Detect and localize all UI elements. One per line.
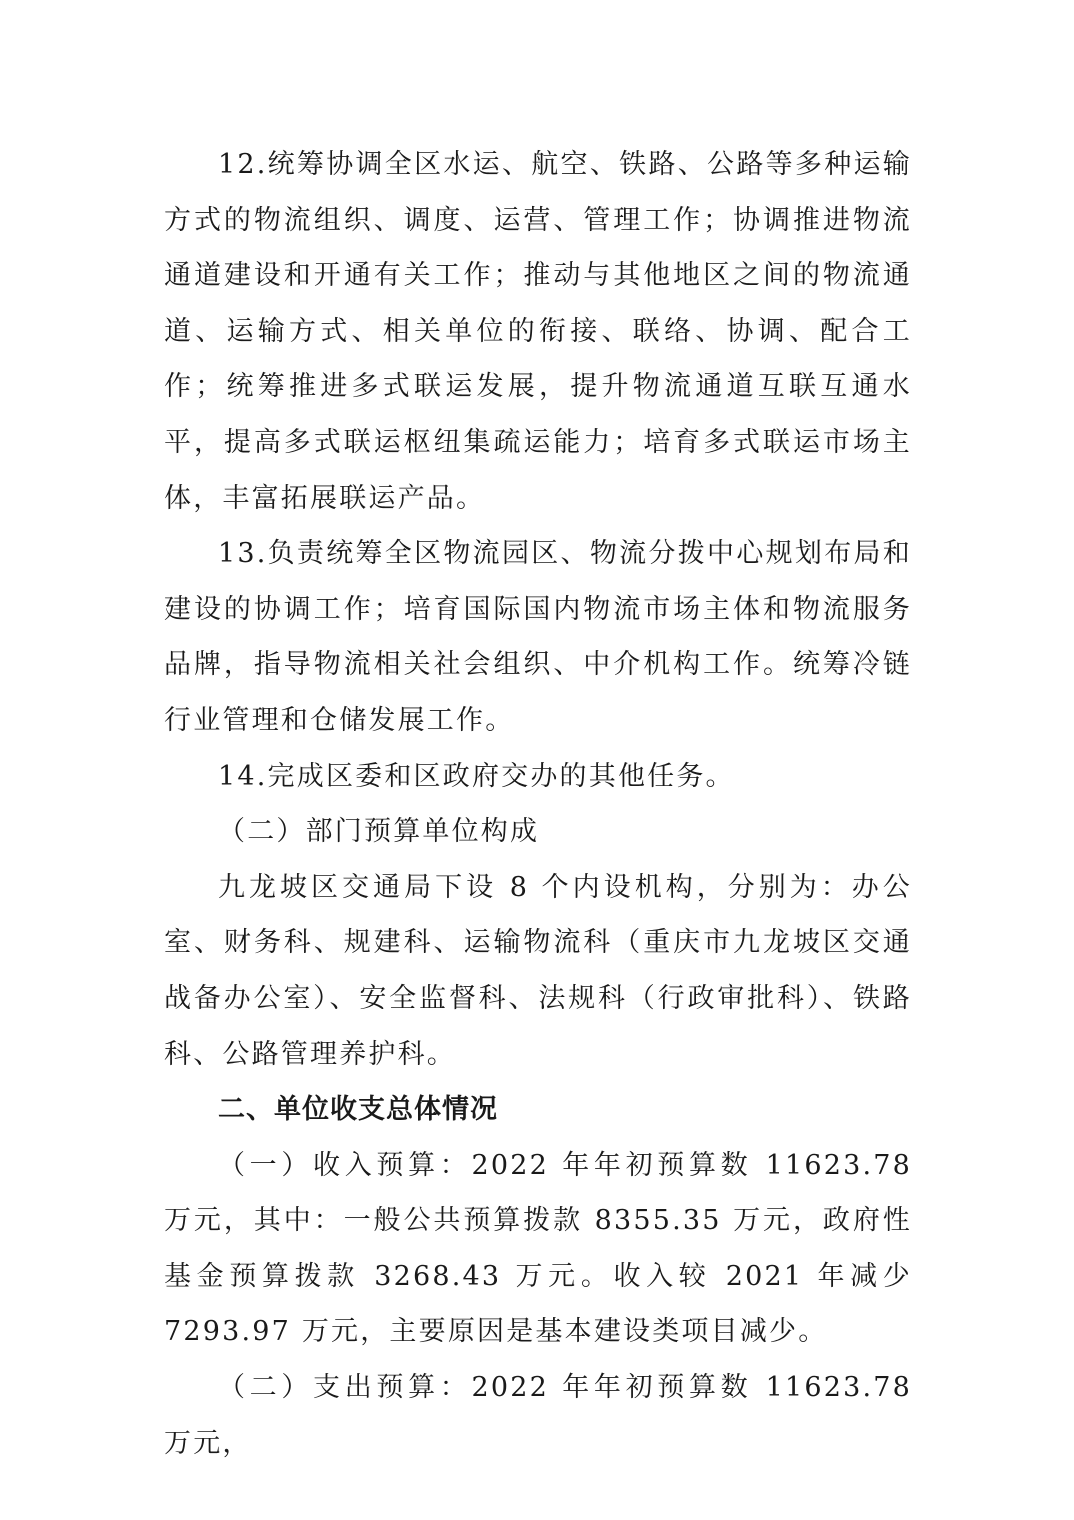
section-heading: 二、单位收支总体情况 — [218, 1094, 498, 1126]
paragraph-expense-budget: （二）支出预算：2022 年年初预算数 11623.78 万元， — [164, 1372, 912, 1459]
subheading-budget-units: （二）部门预算单位构成 — [218, 816, 540, 848]
paragraph-item-13: 13.负责统筹全区物流园区、物流分拨中心规划布局和建设的协调工作；培育国际国内物流市场主体和物流服务品牌，指导物流相关社会组织、中介机构工作。统筹冷链行业管理和仓储发展工作。 — [164, 538, 912, 736]
paragraph-income-budget: （一）收入预算：2022 年年初预算数 11623.78 万元，其中：一般公共预算拨款 8355.35 万元，政府性基金预算拨款 3268.43 万元。收入较 2021 年减少 7293.97 万元，主要原因是基本建设类项目减少。 — [164, 1149, 912, 1348]
paragraph-item-14: 14.完成区委和区政府交办的其他任务。 — [218, 760, 735, 792]
paragraph-item-12: 12.统筹协调全区水运、航空、铁路、公路等多种运输方式的物流组织、调度、运营、管理工作；协调推进物流通道建设和开通有关工作；推动与其他地区之间的物流通道、运输方式、相关单位的衔接、联络、协调、配合工作；统筹推进多式联运发展，提升物流通道互联互通水平，提高多式联运枢纽集疏运能力；培育多式联运市场主体，丰富拓展联运产品。 — [164, 149, 912, 514]
paragraph-internal-units: 九龙坡区交通局下设 8 个内设机构，分别为：办公室、财务科、规建科、运输物流科（重庆市九龙坡区交通战备办公室）、安全监督科、法规科（行政审批科）、铁路科、公路管理养护科。 — [164, 871, 912, 1070]
document-body — [164, 137, 912, 1471]
